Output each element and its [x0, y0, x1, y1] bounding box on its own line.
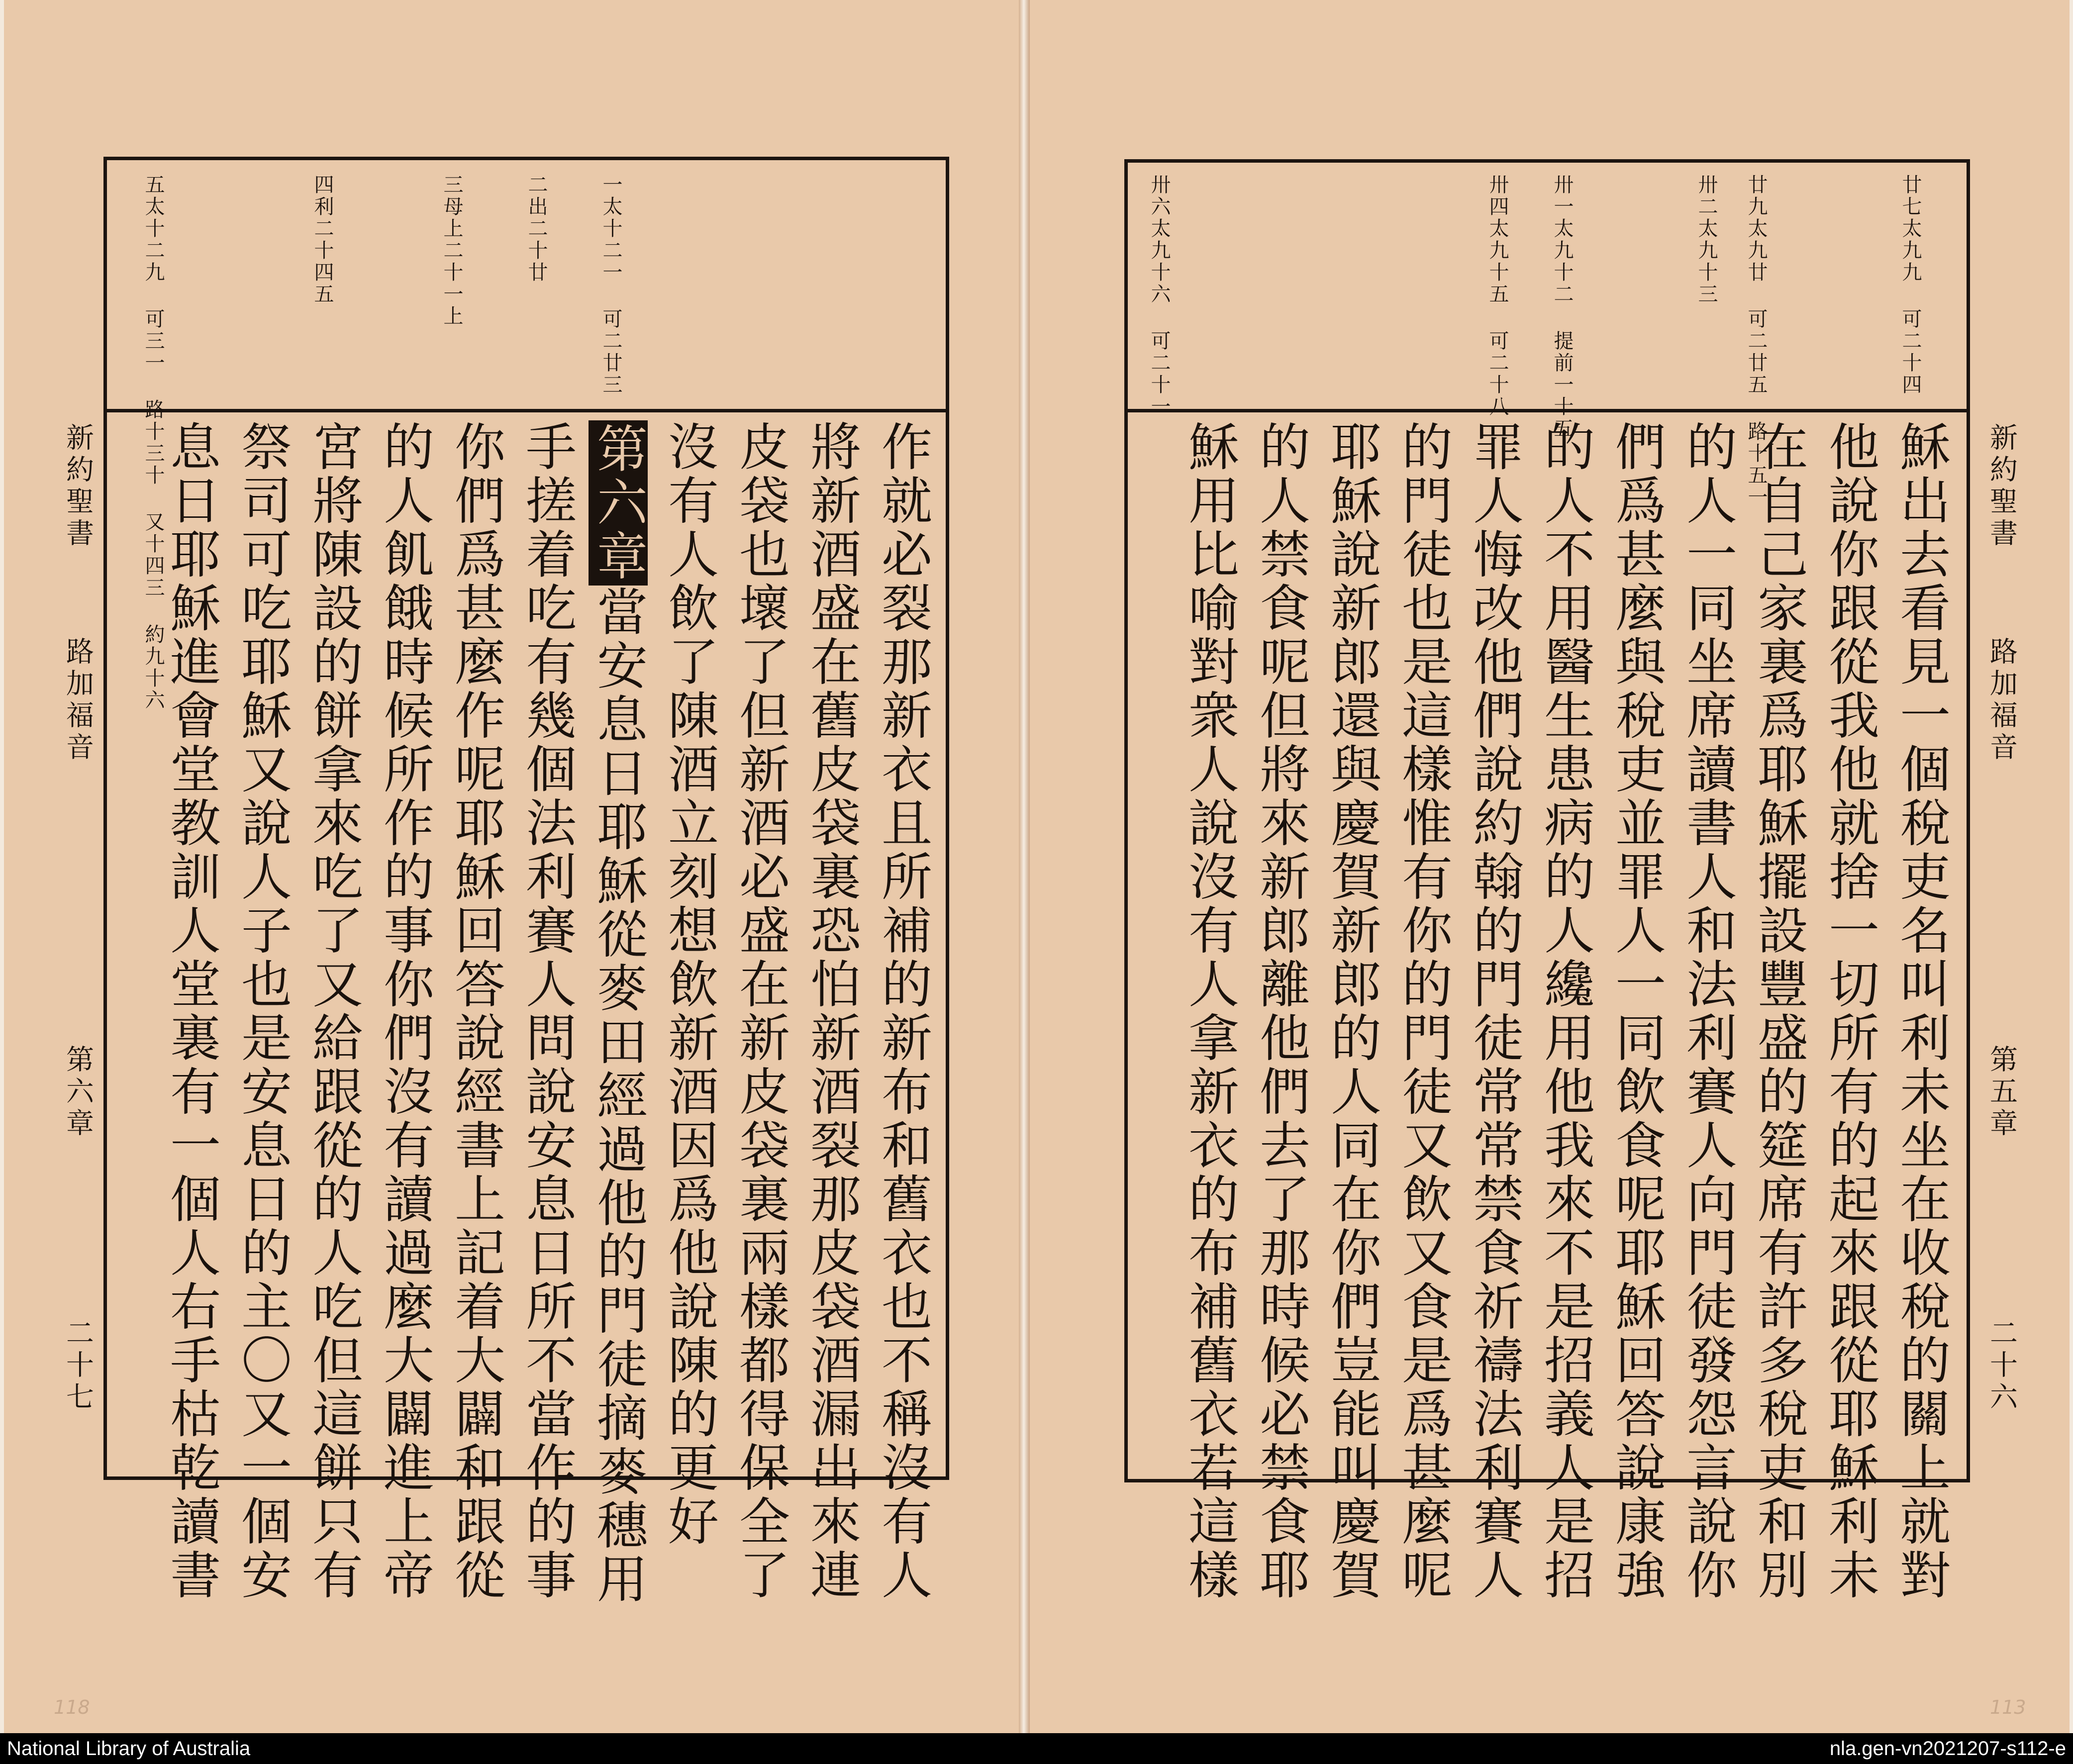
right-pencil-note: 113	[1990, 1696, 2026, 1718]
left-text-column: 的人飢餓時候所作的事你們沒有讀過麼大闢進上帝	[375, 420, 434, 1602]
left-gospel-title: 路加福音	[62, 637, 94, 764]
chapter-marker: 第六章	[589, 420, 648, 586]
left-text-column	[589, 420, 648, 1606]
left-reference-divider	[103, 409, 949, 412]
right-text-column: 穌用比喻對衆人說沒有人拿新衣的布補舊衣若這樣	[1180, 420, 1239, 1602]
left-book-title: 新約聖書	[62, 423, 94, 550]
right-reference-divider	[1124, 409, 1970, 412]
left-text-column-4: 當安息日耶穌從麥田經過他的門徒摘麥穗用	[589, 586, 648, 1606]
right-page	[1030, 0, 2070, 1733]
left-text-column: 將新酒盛在舊皮袋裏恐怕新酒裂那皮袋酒漏出來連	[802, 420, 861, 1602]
right-gospel-title: 路加福音	[1985, 637, 2018, 764]
right-chapter-label: 第五章	[1985, 1045, 2018, 1140]
footer-bar	[0, 1733, 2073, 1764]
left-text-column: 宮將陳設的餅拿來吃了又給跟從的人吃但這餅只有	[304, 420, 363, 1602]
right-text-column: 罪人悔改他們說約翰的門徒常常禁食祈禱法利賽人	[1465, 420, 1524, 1602]
footer-library: National Library of Australia	[7, 1738, 251, 1760]
footer-identifier: nla.gen-vn2021207-s112-e	[1829, 1738, 2066, 1760]
left-text-column: 你們爲甚麼作呢耶穌回答說經書上記着大闢和跟從	[446, 420, 505, 1602]
left-pencil-note: 118	[54, 1696, 90, 1718]
right-cross-ref-3: 卅二太九十三	[1695, 174, 1718, 305]
left-text-column: 作就必裂那新衣且所補的新布和舊衣也不稱沒有人	[873, 420, 932, 1602]
left-chapter-label: 第六章	[62, 1045, 94, 1140]
left-page	[4, 0, 1019, 1733]
left-cross-ref-1: 一太十二一 可二廿三	[599, 174, 622, 396]
right-cross-ref-6: 卅六太九十六 可二十一	[1148, 174, 1171, 418]
right-text-column: 的人禁食呢但將來新郎離他們去了那時候必禁食耶	[1251, 420, 1310, 1602]
right-cross-ref-5: 卅四太九十五 可二十八	[1486, 174, 1509, 418]
right-text-column: 的人不用醫生患病的人纔用他我來不是招義人是招	[1536, 420, 1595, 1602]
book-gutter	[1019, 0, 1030, 1733]
left-text-column: 祭司可吃耶穌又說人子也是安息日的主〇又一個安	[233, 420, 292, 1602]
right-page-number: 二十六	[1985, 1318, 2018, 1414]
right-text-column: 的人一同坐席讀書人和法利賽人向門徒發怨言說你	[1678, 420, 1737, 1602]
left-cross-ref-3: 三母上二十一上	[440, 174, 463, 327]
right-text-column: 們爲甚麼與稅吏並罪人一同飲食呢耶穌回答說康強	[1607, 420, 1666, 1602]
left-cross-ref-2: 二出二十廿	[525, 174, 548, 284]
right-cross-ref-2: 廿九太九廿 可二廿五 路十五一	[1745, 174, 1768, 508]
left-text-column: 沒有人飲了陳酒立刻想飲新酒因爲他說陳的更好	[660, 420, 719, 1549]
right-cross-ref-1: 廿七太九九 可二十四	[1899, 174, 1922, 396]
right-text-column: 耶穌說新郎還與慶賀新郎的人同在你們豈能叫慶賀	[1322, 420, 1382, 1602]
left-text-column: 息日耶穌進會堂教訓人堂裏有一個人右手枯乾讀書	[162, 420, 221, 1602]
right-cross-ref-4: 卅一太九十二 提前一十五	[1551, 174, 1574, 440]
right-book-title: 新約聖書	[1985, 423, 2018, 550]
right-text-column: 的門徒也是這樣惟有你的門徒又飲又食是爲甚麼呢	[1393, 420, 1453, 1602]
right-text-column: 穌出去看見一個稅吏名叫利未坐在收稅的關上就對	[1891, 420, 1951, 1602]
left-page-number: 二十七	[62, 1318, 94, 1414]
left-cross-ref-4: 四利二十四五	[311, 174, 334, 305]
left-text-column: 皮袋也壞了但新酒必盛在新皮袋裏兩樣都得保全了	[731, 420, 790, 1602]
right-text-column: 他說你跟從我他就捨一切所有的起來跟從耶穌利未	[1820, 420, 1879, 1602]
left-text-column: 手搓着吃有幾個法利賽人問說安息日所不當作的事	[517, 420, 577, 1602]
left-cross-ref-5: 五太十二九 可三一 路十三十 又十四三 約九十六	[142, 174, 165, 711]
right-text-column: 在自己家裏爲耶穌擺設豐盛的筵席有許多稅吏和別	[1749, 420, 1808, 1602]
